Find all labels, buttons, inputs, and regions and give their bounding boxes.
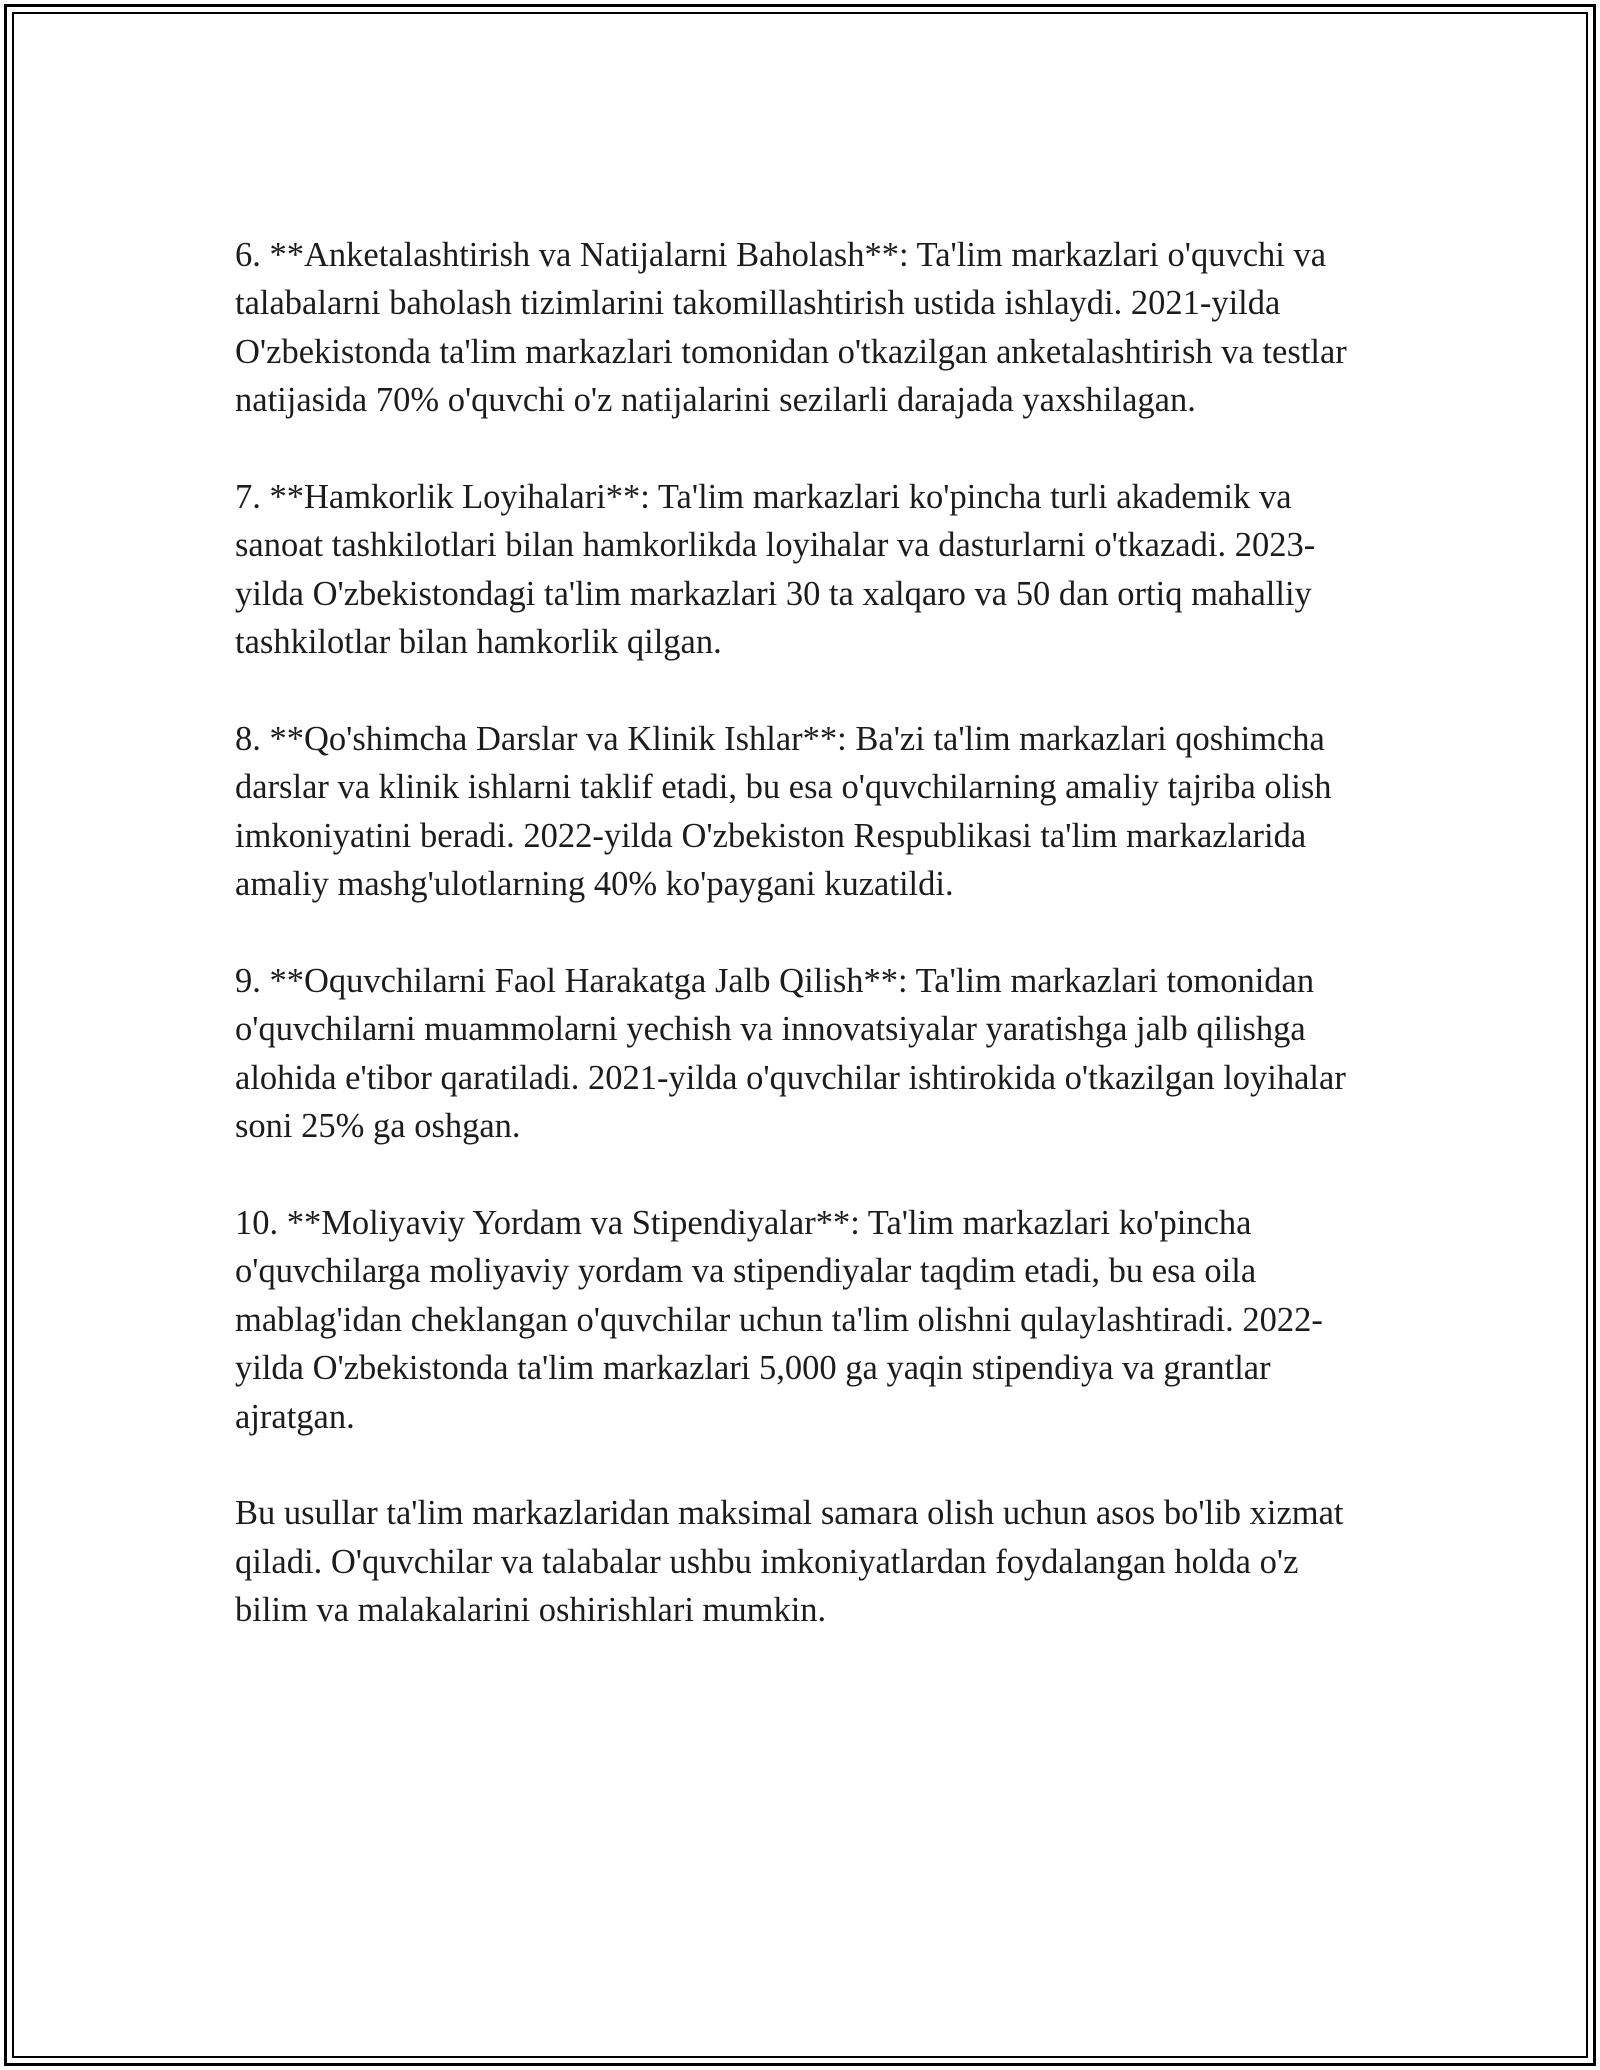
document-body (235, 231, 1370, 1683)
paragraph-item-10: 10. **Moliyaviy Yordam va Stipendiyalar**: Ta'lim markazlari ko'pincha o'quvchilarga moliyaviy yordam va stipendiyalar taqdim etadi, bu esa oila mablag'idan cheklangan o'quvchilar uchun ta'lim olishni qulaylashtiradi. 2022-yilda O'zbekistonda ta'lim markazlari 5,000 ga yaqin stipendiya va grantlar ajratgan. (235, 1204, 1323, 1436)
paragraph-item-6: 6. **Anketalashtirish va Natijalarni Baholash**: Ta'lim markazlari o'quvchi va talabalarni baholash tizimlarini takomillashtirish ustida ishlaydi. 2021-yilda O'zbekistonda ta'lim markazlari tomonidan o'tkazilgan anketalashtirish va testlar natijasida 70% o'quvchi o'z natijalarini sezilarli darajada yaxshilagan. (235, 236, 1347, 420)
paragraph-item-8: 8. **Qo'shimcha Darslar va Klinik Ishlar**: Ba'zi ta'lim markazlari qoshimcha darslar va klinik ishlarni taklif etadi, bu esa o'quvchilarning amaliy tajriba olish imkoniyatini beradi. 2022-yilda O'zbekiston Respublikasi ta'lim markazlarida amaliy mashg'ulotlarning 40% ko'paygani kuzatildi. (235, 720, 1332, 904)
paragraph-item-7: 7. **Hamkorlik Loyihalari**: Ta'lim markazlari ko'pincha turli akademik va sanoat tashkilotlari bilan hamkorlikda loyihalar va dasturlarni o'tkazadi. 2023-yilda O'zbekistondagi ta'lim markazlari 30 ta xalqaro va 50 dan ortiq mahalliy tashkilotlar bilan hamkorlik qilgan. (235, 478, 1316, 662)
paragraph-item-9: 9. **Oquvchilarni Faol Harakatga Jalb Qilish**: Ta'lim markazlari tomonidan o'quvchilarni muammolarni yechish va innovatsiyalar yaratishga jalb qilishga alohida e'tibor qaratiladi. 2021-yilda o'quvchilar ishtirokida o'tkazilgan loyihalar soni 25% ga oshgan. (235, 962, 1346, 1146)
closing-paragraph: Bu usullar ta'lim markazlaridan maksimal samara olish uchun asos bo'lib xizmat qiladi. O'quvchilar va talabalar ushbu imkoniyatlardan foydalangan holda o'z bilim va malakalarini oshirishlari mumkin. (235, 1494, 1344, 1630)
